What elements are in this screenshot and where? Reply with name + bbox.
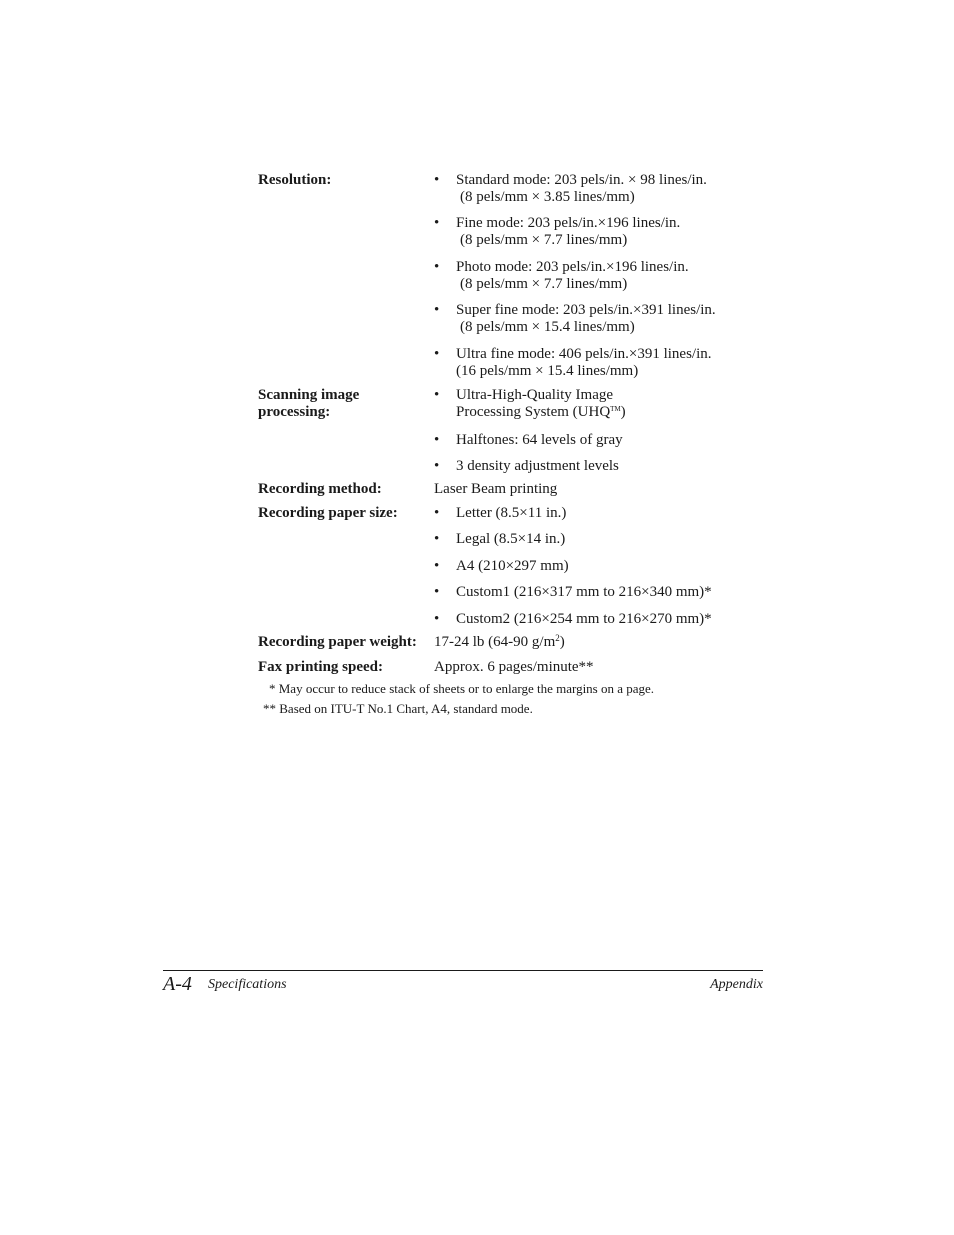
recording-method-label: Recording method: xyxy=(258,481,382,497)
resolution-item-line1: Super fine mode: 203 pels/in.×391 lines/in. xyxy=(456,302,716,318)
recording-method-value: Laser Beam printing xyxy=(434,481,558,497)
footnote-1-mark: * xyxy=(269,681,276,696)
scanning-item xyxy=(434,432,623,449)
paper-weight-close: ) xyxy=(559,634,565,650)
footnote-1 xyxy=(269,681,654,697)
paper-size-item xyxy=(434,611,712,628)
paper-size-label: Recording paper size: xyxy=(258,505,398,521)
resolution-item xyxy=(434,215,680,249)
bullet: • xyxy=(434,458,440,474)
paper-size-text: A4 (210×297 mm) xyxy=(456,558,569,574)
paper-weight-text: 17-24 lb (64-90 g/m xyxy=(434,634,556,650)
bullet: • xyxy=(434,558,440,574)
paper-weight-exponent: 2 xyxy=(555,633,560,643)
resolution-item-line1: Standard mode: 203 pels/in. × 98 lines/in. xyxy=(456,172,707,188)
resolution-item-line1: Ultra fine mode: 406 pels/in.×391 lines/in. xyxy=(456,346,712,362)
paper-weight-label: Recording paper weight: xyxy=(258,634,417,650)
paper-weight-value xyxy=(434,634,565,651)
scanning-label-line1: Scanning image xyxy=(258,387,360,403)
resolution-item xyxy=(434,172,707,206)
footnote-2 xyxy=(263,701,533,717)
fax-speed-value: Approx. 6 pages/minute** xyxy=(434,659,594,675)
resolution-item-line2: (8 pels/mm × 15.4 lines/mm) xyxy=(460,319,635,335)
bullet: • xyxy=(434,346,440,362)
paper-size-item xyxy=(434,531,565,548)
bullet: • xyxy=(434,215,440,231)
resolution-item xyxy=(434,346,712,380)
scanning-item-text: 3 density adjustment levels xyxy=(456,458,619,474)
paper-size-text: Legal (8.5×14 in.) xyxy=(456,531,566,547)
bullet: • xyxy=(434,584,440,600)
scanning-item-line1: Ultra-High-Quality Image xyxy=(456,387,614,403)
footer-rule xyxy=(163,970,763,971)
bullet: • xyxy=(434,432,440,448)
resolution-item-line2: (16 pels/mm × 15.4 lines/mm) xyxy=(456,363,639,379)
resolution-item-line1: Photo mode: 203 pels/in.×196 lines/in. xyxy=(456,259,689,275)
footnote-2-text: Based on ITU-T No.1 Chart, A4, standard mode. xyxy=(279,701,533,716)
scanning-item-text: Halftones: 64 levels of gray xyxy=(456,432,623,448)
resolution-label: Resolution: xyxy=(258,172,332,188)
resolution-item-line2: (8 pels/mm × 3.85 lines/mm) xyxy=(460,189,635,205)
footer-section: Specifications xyxy=(208,977,287,992)
bullet: • xyxy=(434,531,440,547)
bullet: • xyxy=(434,302,440,318)
paper-size-text: Custom2 (216×254 mm to 216×270 mm)* xyxy=(456,611,712,627)
paper-size-text: Custom1 (216×317 mm to 216×340 mm)* xyxy=(456,584,712,600)
paper-size-item xyxy=(434,558,569,575)
footer-chapter: Appendix xyxy=(710,977,763,992)
bullet: • xyxy=(434,172,440,188)
paper-size-item xyxy=(434,505,566,522)
bullet: • xyxy=(434,387,440,403)
resolution-item xyxy=(434,302,716,336)
paper-size-item xyxy=(434,584,712,601)
paper-size-text: Letter (8.5×11 in.) xyxy=(456,505,567,521)
scanning-item xyxy=(434,458,619,475)
uhq-close: ) xyxy=(620,404,626,420)
scanning-label xyxy=(258,387,359,421)
resolution-item-line2: (8 pels/mm × 7.7 lines/mm) xyxy=(460,276,628,292)
uhq-text: Processing System (UHQ xyxy=(456,404,611,420)
resolution-item xyxy=(434,259,689,293)
scanning-item xyxy=(434,387,626,421)
scanning-label-line2: processing: xyxy=(258,404,331,420)
bullet: • xyxy=(434,505,440,521)
resolution-item-line2: (8 pels/mm × 7.7 lines/mm) xyxy=(460,232,628,248)
bullet: • xyxy=(434,611,440,627)
scanning-item-line2 xyxy=(434,404,626,421)
resolution-item-line1: Fine mode: 203 pels/in.×196 lines/in. xyxy=(456,215,681,231)
bullet: • xyxy=(434,259,440,275)
footnote-2-mark: ** xyxy=(263,701,276,716)
page-number: A-4 xyxy=(163,973,192,995)
trademark-mark: TM xyxy=(610,405,621,413)
footnote-1-text: May occur to reduce stack of sheets or to enlarge the margins on a page. xyxy=(278,681,655,696)
fax-speed-label: Fax printing speed: xyxy=(258,659,384,675)
